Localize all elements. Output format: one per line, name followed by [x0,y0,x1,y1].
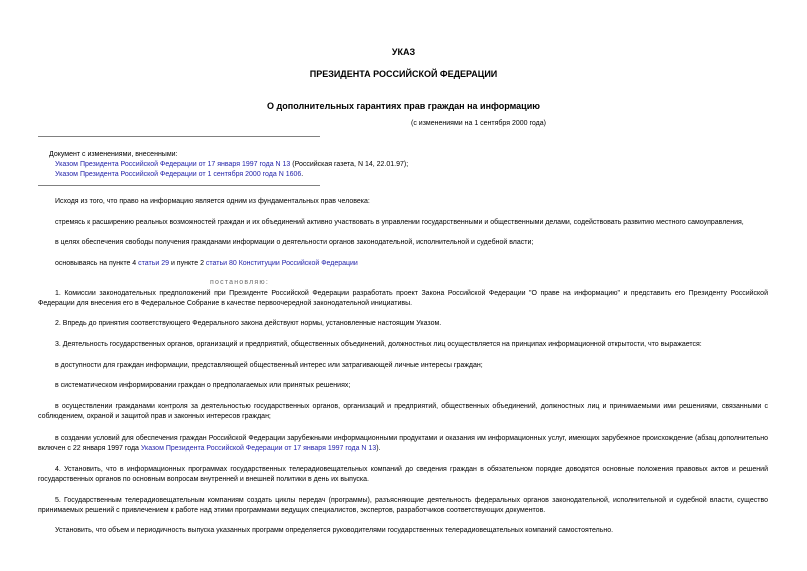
amendment-source-1: (Российская газета, N 14, 22.01.97); [290,161,409,168]
paragraph-item-5-b: Установить, что объем и периодичность выпуска указанных программ определяется руководителями государственных телерадиовещательных компаний самостоятельно. [55,527,614,534]
decree-word: постановляю: [210,279,269,286]
item-3-d-text-a: в создании условий для обеспечения граждан Российской Федерации зарубежными информационными продуктами и оказания им информационных услуг, имеющих зарубежное происхождение (абзац дополнительно включен с 22 января 1997 года [38,435,768,452]
amendment-line-1 [55,160,408,170]
paragraph-item-3-a: в доступности для граждан информации, представляющей общественный интерес или затрагивающей личные интересы граждан; [55,362,483,369]
paragraph-item-3-b: в систематическом информировании граждан о предполагаемых или принятых решениях; [55,382,351,389]
decree-13-link[interactable]: Указом Президента Российской Федерации от 17 января 1997 года N 13 [140,445,377,452]
changes-note: (с изменениями на 1 сентября 2000 года) [411,120,546,127]
constitution-article-80-link[interactable]: статьи 80 Конституции Российской Федерации [205,260,358,267]
item-3-d-text-b: ). [376,445,381,452]
preamble-4-text-b: и пункте 2 [169,260,206,267]
paragraph-item-2: 2. Впредь до принятия соответствующего Федерального закона действуют нормы, установленные настоящим Указом. [55,320,442,327]
paragraph-preamble-2: стремясь к расширению реальных возможностей граждан и их объединений активно участвовать в управлении государственными и общественными делами, содействовать развитию местного самоуправления, [55,219,744,226]
article-29-link[interactable]: статьи 29 [138,260,169,267]
paragraph-item-3-c: в осуществлении гражданами контроля за деятельностью государственных органов, организаций и предприятий, общественных объединений, должностных лиц и принимаемыми ими решениями, связанными с соблюдением, охраной и защитой прав и законных интересов граждан; [38,403,768,420]
top-divider [38,136,320,137]
amendment-link-2[interactable]: Указом Президента Российской Федерации от 1 сентября 2000 года N 1606 [55,171,302,178]
paragraph-preamble-3: в целях обеспечения свободы получения гражданами информации о деятельности органов законодательной, исполнительной и судебной власти; [55,239,534,246]
amendment-link-1[interactable]: Указом Президента Российской Федерации от 17 января 1997 года N 13 [55,161,291,168]
paragraph-item-4: 4. Установить, что в информационных программах государственных телерадиовещательных компаний до сведения граждан в обязательном порядке доводятся основные положения правовых актов и решений государственных органов по основным вопросам внутренней и внешней политики в день их выпуска. [38,466,768,483]
paragraph-item-1: 1. Комиссии законодательных предположений при Президенте Российской Федерации разработать проект Закона Российской Федерации "О праве на информацию" и представить его Президенту Российской Федерации для внесения его в Федеральное Собрание в качестве первоочередной законодательной инициативы. [38,290,768,307]
paragraph-item-3-d [38,434,768,454]
paragraph-preamble-4 [38,259,768,269]
amendments-intro: Документ с изменениями, внесенными: [49,151,178,158]
paragraph-preamble-1: Исходя из того, что право на информацию является одним из фундаментальных прав человека: [55,198,370,205]
document-title-ukaz: УКАЗ [391,47,416,57]
document-title-president: ПРЕЗИДЕНТА РОССИЙСКОЙ ФЕДЕРАЦИИ [309,69,498,79]
document-subject-title: О дополнительных гарантиях прав граждан на информацию [267,101,540,111]
paragraph-item-5: 5. Государственным телерадиовещательным компаниям создать циклы передач (программы), разъясняющие деятельность федеральных органов законодательной, исполнительной и судебной власти, существо принимаемых решений с привлечением к работе над этими программами ведущих специалистов, экспертов, разработчиков соответствующих документов. [38,497,768,514]
bottom-divider [38,185,320,186]
paragraph-item-3: 3. Деятельность государственных органов, организаций и предприятий, общественных объединений, должностных лиц осуществляется на принципах информационной открытости, что выражается: [55,341,702,348]
amendment-line-2 [55,170,303,180]
amendment-tail-2: . [301,171,304,178]
preamble-4-text-a: основываясь на пункте 4 [55,260,139,267]
